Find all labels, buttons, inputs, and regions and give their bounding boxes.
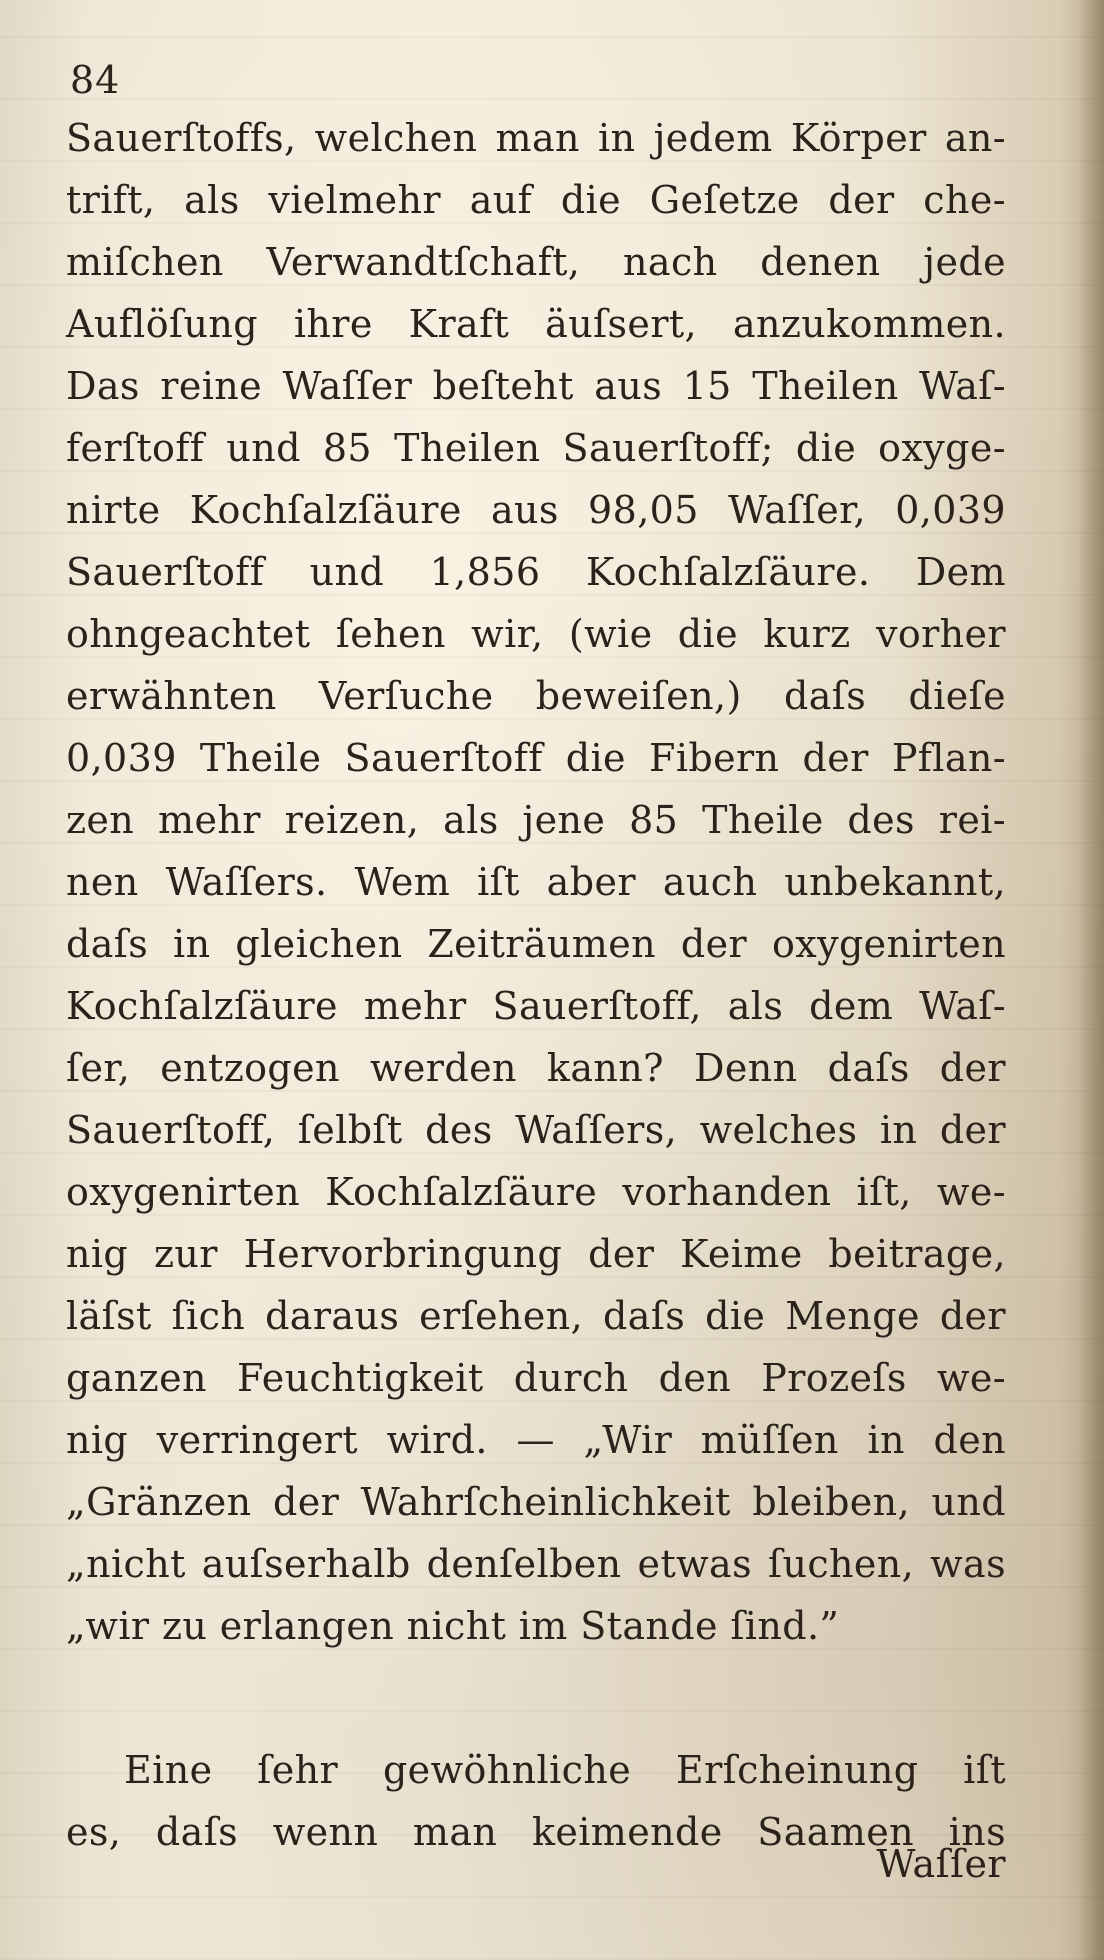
text-line: „nicht auſserhalb denſelben etwas ſuchen, was — [66, 1542, 1006, 1586]
text-line: 0,039 Theile Sauerſtoff die Fibern der Pflan- — [66, 736, 1006, 780]
text-line: Sauerſtoffs, welchen man in jedem Körper an- — [66, 116, 1006, 160]
text-line: „wir zu erlangen nicht im Stande ſind.” — [66, 1604, 840, 1648]
text-line: Sauerſtoff und 1,856 Kochſalzſäure. Dem — [66, 550, 1006, 594]
text-line: läſst ſich daraus erſehen, daſs die Menge der — [66, 1294, 1006, 1338]
text-line: nig verringert wird. — „Wir müſſen in den — [66, 1418, 1006, 1462]
text-line: trift, als vielmehr auf die Geſetze der che- — [66, 178, 1006, 222]
text-line: Sauerſtoff, ſelbſt des Waſſers, welches in der — [66, 1108, 1006, 1152]
page-edge-shadow — [1078, 0, 1104, 1960]
catchword: Waſſer — [876, 1842, 1006, 1886]
text-line: ſer, entzogen werden kann? Denn daſs der — [66, 1046, 1006, 1090]
text-line: Kochſalzſäure mehr Sauerſtoff, als dem Waſ- — [66, 984, 1006, 1028]
text-line: es, daſs wenn man keimende Saamen ins — [66, 1810, 1006, 1854]
text-line: nig zur Hervorbringung der Keime beitrage, — [66, 1232, 1006, 1276]
text-line: ferſtoff und 85 Theilen Sauerſtoff; die oxyge- — [66, 426, 1006, 470]
text-line: ohngeachtet ſehen wir, (wie die kurz vorher — [66, 612, 1006, 656]
text-line: oxygenirten Kochſalzſäure vorhanden iſt, we- — [66, 1170, 1006, 1214]
text-line: Eine ſehr gewöhnliche Erſcheinung iſt — [124, 1748, 1006, 1792]
text-line: zen mehr reizen, als jene 85 Theile des rei- — [66, 798, 1006, 842]
text-line: nirte Kochſalzſäure aus 98,05 Waſſer, 0,039 — [66, 488, 1006, 532]
text-line: daſs in gleichen Zeiträumen der oxygenirten — [66, 922, 1006, 966]
text-line: nen Waſſers. Wem iſt aber auch unbekannt, — [66, 860, 1006, 904]
text-line: ganzen Feuchtigkeit durch den Prozeſs we- — [66, 1356, 1006, 1400]
page-number: 84 — [70, 58, 121, 102]
text-line: Auflöſung ihre Kraft äuſsert, anzukommen. — [66, 302, 1006, 346]
text-line: „Gränzen der Wahrſcheinlichkeit bleiben, und — [66, 1480, 1006, 1524]
text-line: miſchen Verwandtſchaft, nach denen jede — [66, 240, 1006, 284]
text-line: Das reine Waſſer beſteht aus 15 Theilen Waſ- — [66, 364, 1006, 408]
text-line: erwähnten Verſuche beweiſen,) daſs dieſe — [66, 674, 1006, 718]
